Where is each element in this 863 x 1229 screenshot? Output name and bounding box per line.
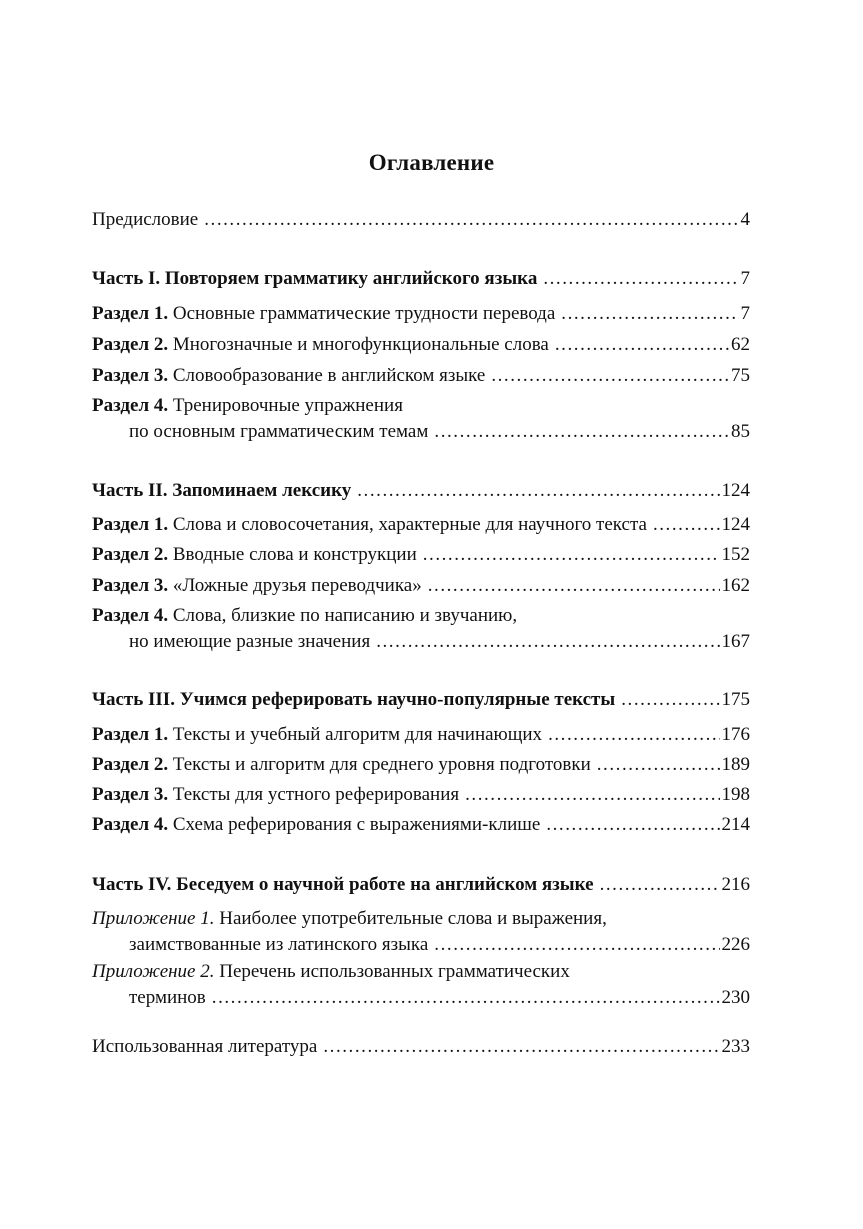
page-number: 7 [740, 303, 750, 324]
leader-dots [600, 872, 720, 898]
toc-entry-part-1-section-2[interactable] [92, 332, 750, 358]
page-number: 216 [721, 874, 750, 895]
leader-dots [465, 782, 719, 808]
leader-dots [423, 542, 720, 568]
page-number: 230 [721, 987, 750, 1008]
page-number: 124 [721, 480, 750, 501]
toc-entry-part-4[interactable] [92, 872, 750, 898]
page-number: 233 [721, 1036, 750, 1057]
entry-title-line1: Тренировочные упражнения [172, 395, 403, 416]
section-label: Раздел 1. [92, 514, 169, 535]
toc-entry-part-3-section-2[interactable] [92, 752, 750, 778]
section-label: Раздел 4. [92, 395, 169, 416]
entry-title: Тексты и алгоритм для среднего уровня подготовки [172, 754, 591, 775]
leader-dots [428, 573, 720, 599]
page-number: 62 [731, 334, 750, 355]
entry-title: Вводные слова и конструкции [172, 544, 417, 565]
leader-dots [561, 301, 738, 327]
entry-title-line1: Наиболее употребительные слова и выражения, [219, 908, 607, 929]
toc-entry-part-3[interactable] [92, 687, 750, 713]
entry-title: Часть III. Учимся реферировать научно-популярные тексты [92, 689, 616, 710]
page-number: 7 [740, 268, 750, 289]
page-number: 124 [721, 514, 750, 535]
toc-entry-part-2-section-2[interactable] [92, 542, 750, 568]
entry-title: Слова и словосочетания, характерные для научного текста [172, 514, 647, 535]
toc-entry-preface[interactable] [92, 207, 750, 233]
entry-title-line2: терминов [129, 987, 206, 1008]
page-number: 162 [721, 575, 750, 596]
appendix-label: Приложение 2. [92, 961, 215, 982]
leader-dots [543, 266, 738, 292]
section-label: Раздел 2. [92, 334, 169, 355]
section-label: Раздел 2. [92, 754, 169, 775]
page-title: Оглавление [368, 150, 495, 175]
entry-title: Предисловие [92, 209, 199, 230]
entry-title-line1: Слова, близкие по написанию и звучанию, [172, 605, 518, 626]
leader-dots [212, 985, 720, 1011]
section-label: Раздел 4. [92, 814, 169, 835]
page-number: 214 [721, 814, 750, 835]
toc-entry-references[interactable] [92, 1034, 750, 1060]
leader-dots [434, 932, 719, 958]
toc-entry-part-2-section-1[interactable] [92, 512, 750, 538]
page-number: 152 [721, 544, 750, 565]
entry-title: Тексты и учебный алгоритм для начинающих [172, 724, 543, 745]
leader-dots [204, 207, 738, 233]
toc-entry-part-2-section-3[interactable] [92, 573, 750, 599]
section-label: Раздел 3. [92, 575, 169, 596]
toc-entry-part-1[interactable] [92, 266, 750, 292]
page-number: 4 [740, 209, 750, 230]
page-number: 189 [721, 754, 750, 775]
leader-dots [434, 419, 729, 445]
leader-dots [653, 512, 720, 538]
toc-entry-appendix-2[interactable] [92, 959, 750, 1011]
toc-entry-part-3-section-3[interactable] [92, 782, 750, 808]
toc-entry-part-1-section-1[interactable] [92, 301, 750, 327]
entry-title-line1: Перечень использованных грамматических [219, 961, 570, 982]
entry-title: Основные грамматические трудности перевода [172, 303, 556, 324]
leader-dots [323, 1034, 719, 1060]
page-number: 226 [721, 934, 750, 955]
page-number: 167 [721, 631, 750, 652]
toc-entry-part-2[interactable] [92, 478, 750, 504]
entry-title: Часть I. Повторяем грамматику английского языка [92, 268, 538, 289]
entry-title: «Ложные друзья переводчика» [172, 575, 422, 596]
section-label: Раздел 1. [92, 303, 169, 324]
toc-entry-part-3-section-1[interactable] [92, 722, 750, 748]
appendix-label: Приложение 1. [92, 908, 215, 929]
toc-entry-part-1-section-3[interactable] [92, 363, 750, 389]
page-number: 175 [721, 689, 750, 710]
leader-dots [491, 363, 729, 389]
page-number: 85 [731, 421, 750, 442]
entry-title-line2: но имеющие разные значения [129, 631, 371, 652]
leader-dots [546, 812, 719, 838]
leader-dots [548, 722, 719, 748]
leader-dots [555, 332, 729, 358]
section-label: Раздел 1. [92, 724, 169, 745]
section-label: Раздел 4. [92, 605, 169, 626]
section-label: Раздел 2. [92, 544, 169, 565]
entry-title: Часть II. Запоминаем лексику [92, 480, 352, 501]
leader-dots [621, 687, 719, 713]
page-number: 75 [731, 365, 750, 386]
entry-title: Часть IV. Беседуем о научной работе на английском языке [92, 874, 594, 895]
entry-title: Многозначные и многофункциональные слова [172, 334, 549, 355]
page-number: 176 [721, 724, 750, 745]
entry-title-line2: заимствованные из латинского языка [129, 934, 429, 955]
toc-entry-part-1-section-4[interactable] [92, 393, 750, 445]
page-number: 198 [721, 784, 750, 805]
entry-title: Тексты для устного реферирования [172, 784, 460, 805]
leader-dots [357, 478, 719, 504]
section-label: Раздел 3. [92, 784, 169, 805]
toc-entry-part-3-section-4[interactable] [92, 812, 750, 838]
entry-title: Словообразование в английском языке [172, 365, 486, 386]
entry-title: Использованная литература [92, 1036, 318, 1057]
entry-title-line2: по основным грамматическим темам [129, 421, 429, 442]
toc-entry-appendix-1[interactable] [92, 906, 750, 958]
toc-entry-part-2-section-4[interactable] [92, 603, 750, 655]
section-label: Раздел 3. [92, 365, 169, 386]
leader-dots [376, 629, 719, 655]
entry-title: Схема реферирования с выражениями-клише [172, 814, 541, 835]
leader-dots [597, 752, 720, 778]
